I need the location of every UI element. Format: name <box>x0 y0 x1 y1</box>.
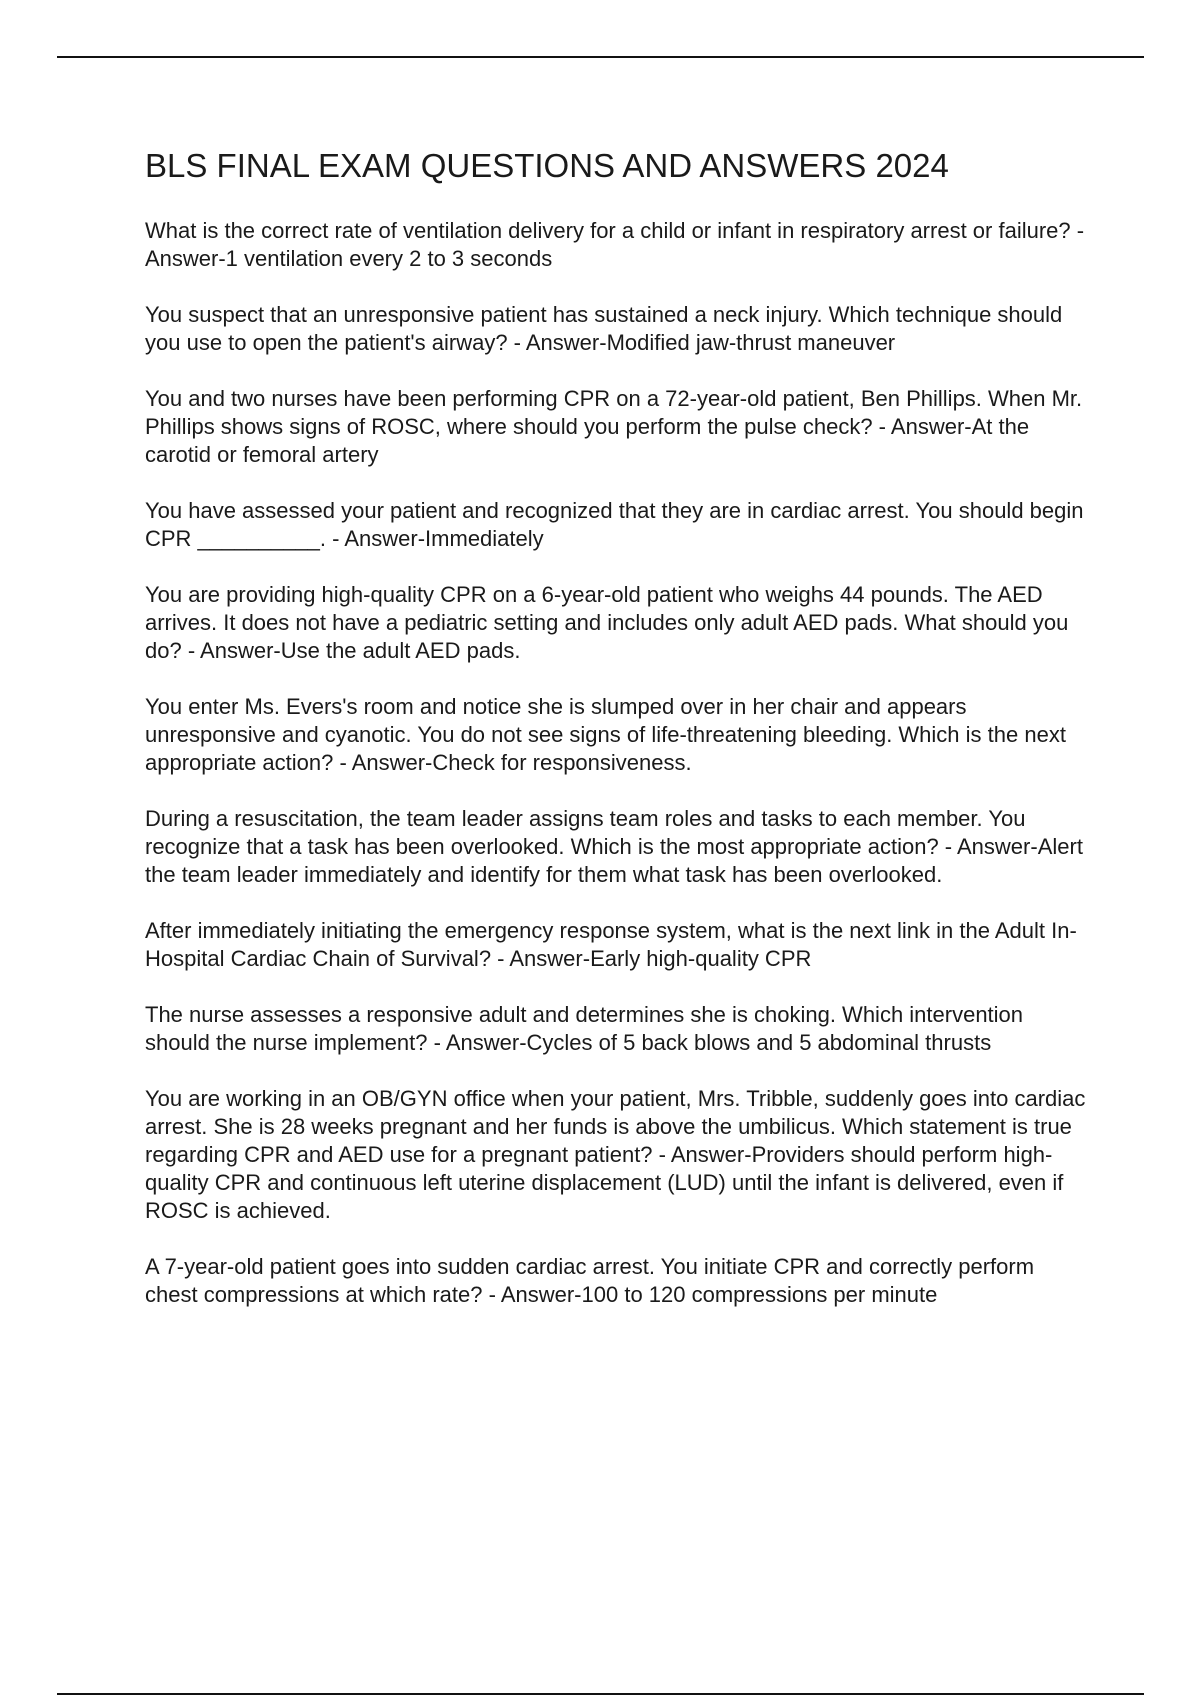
qa-item-8: After immediately initiating the emergency response system, what is the next link in the Adult In-Hospital Cardiac Chain of Survival? - Answer-Early high-quality CPR <box>145 918 1077 971</box>
qa-list <box>145 217 1090 1309</box>
qa-item-10: You are working in an OB/GYN office when your patient, Mrs. Tribble, suddenly goes into cardiac arrest. She is 28 weeks pregnant and her funds is above the umbilicus. Which statement is true regarding CPR and AED use for a pregnant patient? - Answer-Providers should perform high-quality CPR and continuous left uterine displacement (LUD) until the infant is delivered, even if ROSC is achieved. <box>145 1086 1086 1223</box>
qa-item-7: During a resuscitation, the team leader assigns team roles and tasks to each member. You recognize that a task has been overlooked. Which is the most appropriate action? - Answer-Alert the team leader immediately and identify for them what task has been overlooked. <box>145 806 1083 887</box>
document-body <box>145 145 1090 1337</box>
qa-item-2: You suspect that an unresponsive patient has sustained a neck injury. Which technique should you use to open the patient's airway? - Answer-Modified jaw-thrust maneuver <box>145 302 1063 355</box>
qa-item-5: You are providing high-quality CPR on a 6-year-old patient who weighs 44 pounds. The AED arrives. It does not have a pediatric setting and includes only adult AED pads. What should you do? - Answer-Use the adult AED pads. <box>145 582 1069 663</box>
qa-item-11: A 7-year-old patient goes into sudden cardiac arrest. You initiate CPR and correctly perform chest compressions at which rate? - Answer-100 to 120 compressions per minute <box>145 1254 1035 1307</box>
bottom-divider <box>57 1693 1144 1695</box>
qa-item-1: What is the correct rate of ventilation delivery for a child or infant in respiratory arrest or failure? - Answer-1 ventilation every 2 to 3 seconds <box>145 218 1085 271</box>
qa-item-4: You have assessed your patient and recognized that they are in cardiac arrest. You should begin CPR __________. - Answer-Immediately <box>145 498 1084 551</box>
top-divider <box>57 56 1144 58</box>
qa-item-3: You and two nurses have been performing CPR on a 72-year-old patient, Ben Phillips. When Mr. Phillips shows signs of ROSC, where should you perform the pulse check? - Answer-At the carotid or femoral artery <box>145 386 1083 467</box>
qa-item-9: The nurse assesses a responsive adult and determines she is choking. Which intervention should the nurse implement? - Answer-Cycles of 5 back blows and 5 abdominal thrusts <box>145 1002 1024 1055</box>
qa-item-6: You enter Ms. Evers's room and notice she is slumped over in her chair and appears unresponsive and cyanotic. You do not see signs of life-threatening bleeding. Which is the next appropriate action? - Answer-Check for responsiveness. <box>145 694 1066 775</box>
document-title: BLS FINAL EXAM QUESTIONS AND ANSWERS 2024 <box>145 147 949 184</box>
